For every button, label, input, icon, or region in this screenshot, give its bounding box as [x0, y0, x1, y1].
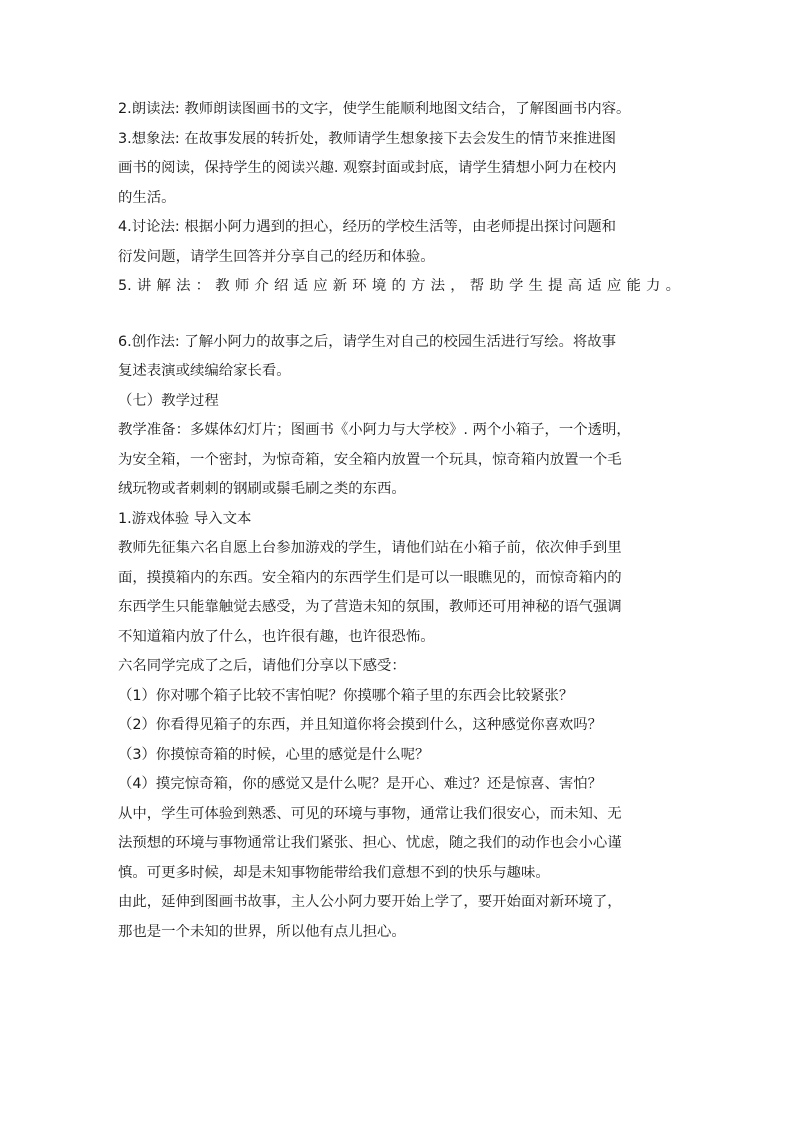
- method-discussion-line2: 衍发问题，请学生回答并分享自己的经历和体验。: [118, 248, 435, 265]
- extension-line2: 那也是一个未知的世界，所以他有点儿担心。: [118, 923, 406, 940]
- share-intro: 六名同学完成了之后，请他们分享以下感受：: [118, 658, 406, 674]
- question-3: （3）你摸惊奇箱的时候，心里的感觉是什么呢？: [118, 746, 430, 763]
- summary-line3: 慎。可更多时候，却是未知事物能带给我们意想不到的快乐与趣味。: [118, 864, 550, 881]
- summary-line1: 从中，学生可体验到熟悉、可见的环境与事物，通常让我们很安心，而未知、无: [118, 805, 622, 822]
- paragraph-gap: [118, 302, 680, 328]
- game-paragraph-line4: 不知道箱内放了什么，也许很有趣，也许很恐怖。: [118, 628, 435, 645]
- question-4: （4）摸完惊奇箱，你的感觉又是什么呢？是开心、难过？还是惊喜、害怕？: [118, 776, 603, 792]
- game-paragraph-line2: 面，摸摸箱内的东西。安全箱内的东西学生们是可以一眼瞧见的，而惊奇箱内的: [118, 569, 622, 586]
- extension-line1: 由此，延伸到图画书故事，主人公小阿力要开始上学了，要开始面对新环境了，: [118, 894, 622, 910]
- preparation-line3: 绒玩物或者刺刺的钢刷或鬃毛刷之类的东西。: [118, 481, 406, 497]
- question-2: （2）你看得见箱子的东西，并且知道你将会摸到什么，这种感觉你喜欢吗？: [118, 717, 603, 733]
- method-creation-line2: 复述表演或续编给家长看。: [118, 363, 291, 379]
- preparation-line2: 为安全箱，一个密封，为惊奇箱，安全箱内放置一个玩具，惊奇箱内放置一个毛: [118, 451, 622, 468]
- game-paragraph-line3: 东西学生只能靠触觉去感受，为了营造未知的氛围，教师还可用神秘的语气强调: [118, 599, 622, 615]
- summary-line2: 法预想的环境与事物通常让我们紧张、担心、忧虑，随之我们的动作也会小心谨: [118, 835, 622, 851]
- section-heading-teaching-process: （七）教学过程: [118, 392, 219, 409]
- step-heading-game: 1.游戏体验 导入文本: [118, 510, 252, 527]
- game-paragraph-line1: 教师先征集六名自愿上台参加游戏的学生，请他们站在小箱子前，依次伸手到里: [118, 540, 622, 556]
- document-body: [118, 95, 680, 947]
- method-discussion-line1: 4.讨论法: 根据小阿力遇到的担心，经历的学校生活等，由老师提出探讨问题和: [118, 219, 617, 235]
- preparation-line1: 教学准备：多媒体幻灯片；图画书《小阿力与大学校》. 两个小箱子，一个透明，: [118, 422, 631, 438]
- method-explanation: 5.讲解法：教师介绍适应新环境的方法，帮助学生提高适应能力。: [118, 278, 680, 294]
- method-imagination-line3: 的生活。: [118, 189, 176, 206]
- method-readaloud: 2.朗读法: 教师朗读图画书的文字，使学生能顺利地图文结合，了解图画书内容。: [118, 101, 631, 117]
- method-imagination-line2: 画书的阅读，保持学生的阅读兴趣. 观察封面或封底，请学生猜想小阿力在校内: [118, 160, 617, 176]
- method-imagination-line1: 3.想象法: 在故事发展的转折处，教师请学生想象接下去会发生的情节来推进图: [118, 130, 617, 147]
- method-creation-line1: 6.创作法: 了解小阿力的故事之后，请学生对自己的校园生活进行写绘。将故事: [118, 333, 617, 350]
- question-1: （1）你对哪个箱子比较不害怕呢？你摸哪个箱子里的东西会比较紧张？: [118, 687, 574, 704]
